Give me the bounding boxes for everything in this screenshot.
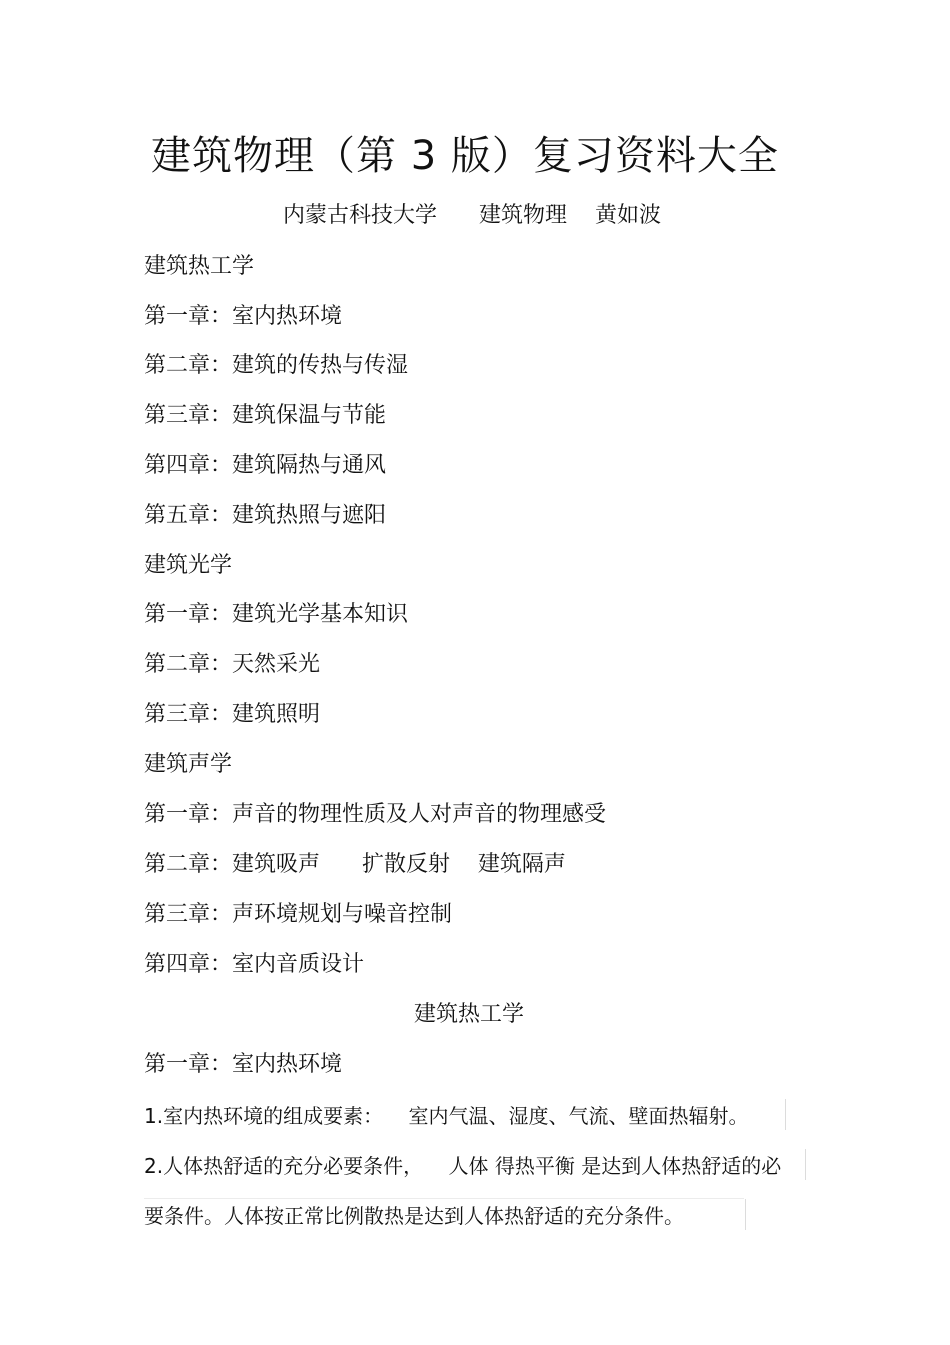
- text-block-edge: [785, 1099, 786, 1130]
- toc-item-optics-ch3: 第三章：建筑照明: [144, 702, 321, 727]
- document-title: 建筑物理（第 3 版）复习资料大全: [151, 133, 779, 179]
- document-subtitle: 内蒙古科技大学 建筑物理 黄如波: [283, 203, 661, 228]
- toc-item-acoustics-ch1: 第一章：声音的物理性质及人对声音的物理感受: [144, 802, 607, 827]
- paragraph-item-2-line-1: 2.人体热舒适的充分必要条件， 人体 得热平衡 是达到人体热舒适的必: [144, 1154, 782, 1178]
- text-block-edge: [805, 1149, 806, 1180]
- text-block-rule: [144, 1198, 744, 1199]
- toc-item-acoustics-ch3: 第三章：声环境规划与噪音控制: [144, 902, 453, 927]
- toc-item-acoustics-ch2: 第二章：建筑吸声 扩散反射 建筑隔声: [144, 852, 566, 877]
- toc-item-thermal-ch2: 第二章：建筑的传热与传湿: [144, 353, 409, 378]
- toc-item-acoustics-ch4: 第四章：室内音质设计: [144, 952, 365, 977]
- text-block-edge: [745, 1199, 746, 1230]
- toc-heading-thermal: 建筑热工学: [144, 254, 255, 279]
- toc-item-thermal-ch5: 第五章：建筑热照与遮阳: [144, 503, 387, 528]
- toc-item-thermal-ch4: 第四章：建筑隔热与通风: [144, 453, 387, 478]
- toc-item-optics-ch1: 第一章：建筑光学基本知识: [144, 602, 409, 627]
- toc-item-thermal-ch1: 第一章：室内热环境: [144, 304, 343, 329]
- toc-item-thermal-ch3: 第三章：建筑保温与节能: [144, 403, 387, 428]
- paragraph-item-1: 1.室内热环境的组成要素： 室内气温、湿度、气流、壁面热辐射。: [144, 1104, 749, 1128]
- toc-heading-optics: 建筑光学: [144, 553, 233, 578]
- paragraph-item-2-line-2: 要条件。人体按正常比例散热是达到人体热舒适的充分条件。: [144, 1204, 684, 1228]
- toc-item-optics-ch2: 第二章：天然采光: [144, 652, 321, 677]
- section-heading: 建筑热工学: [413, 1002, 524, 1027]
- toc-heading-acoustics: 建筑声学: [144, 752, 233, 777]
- chapter-heading: 第一章：室内热环境: [144, 1052, 343, 1077]
